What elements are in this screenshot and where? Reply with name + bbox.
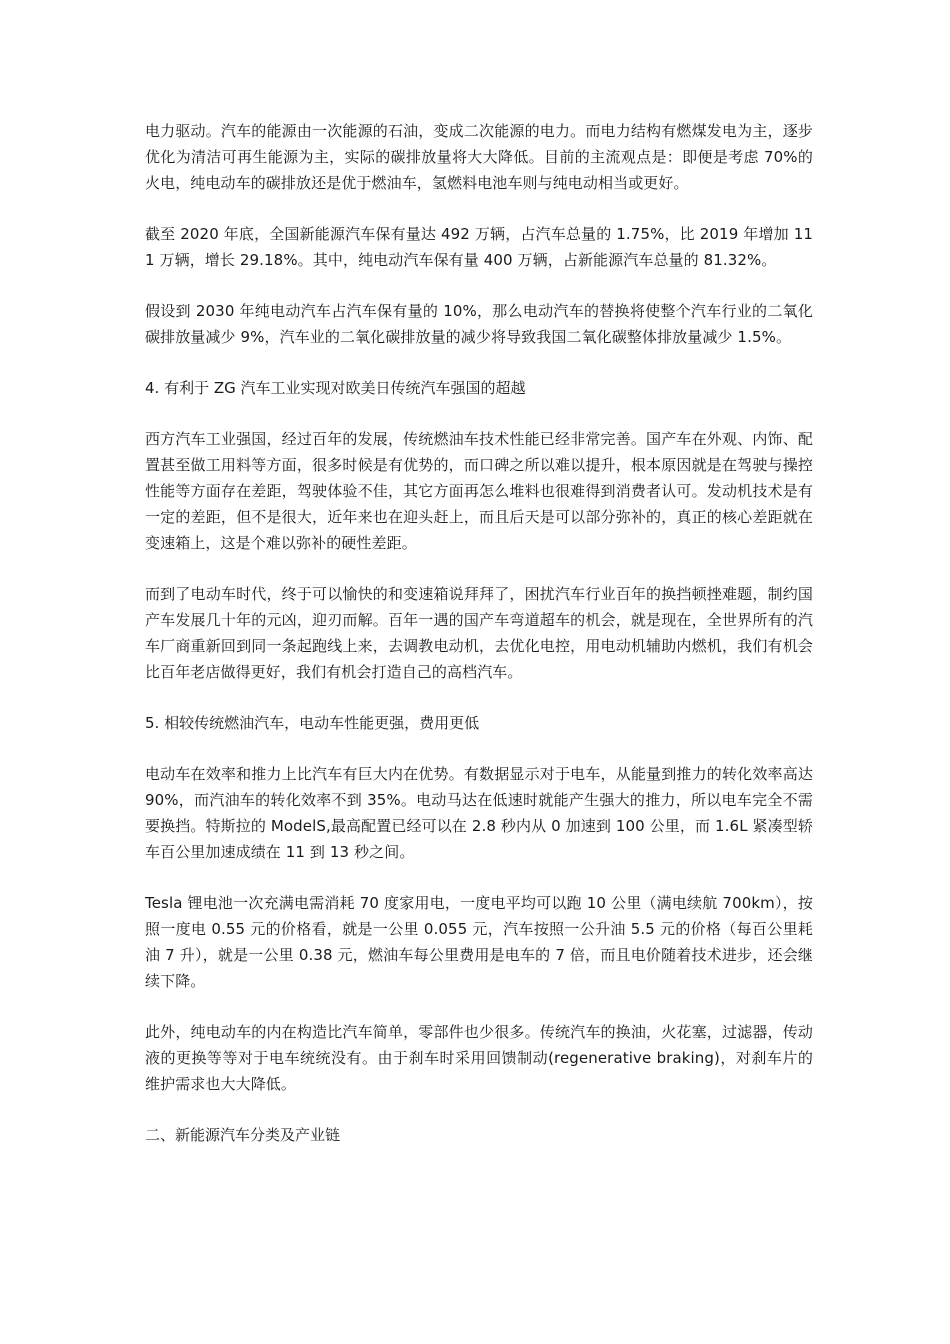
paragraph-spacer <box>145 994 813 1019</box>
paragraph-carbon-emission: 电力驱动。汽车的能源由一次能源的石油，变成二次能源的电力。而电力结构有燃煤发电为主，逐步优化为清洁可再生能源为主，实际的碳排放量将大大降低。目前的主流观点是：即便是考虑 70%的火电，纯电动车的碳排放还是优于燃油车，氢燃料电池车则与纯电动相当或更好。 <box>145 122 813 192</box>
section-heading-5: 5. 相较传统燃油汽车，电动车性能更强，费用更低 <box>145 714 480 732</box>
paragraph-spacer <box>145 1097 813 1122</box>
paragraph-spacer <box>145 401 813 426</box>
paragraph-ev-era: 而到了电动车时代，终于可以愉快的和变速箱说拜拜了，困扰汽车行业百年的换挡顿挫难题，制约国产车发展几十年的元凶，迎刃而解。百年一遇的国产车弯道超车的机会，就是现在，全世界所有的汽车厂商重新回到同一条起跑线上来，去调教电动机，去优化电控，用电动机辅助内燃机，我们有机会比百年老店做得更好，我们有机会打造自己的高档汽车。 <box>145 585 813 681</box>
paragraph-spacer <box>145 865 813 890</box>
paragraph-2030-assumption: 假设到 2030 年纯电动汽车占汽车保有量的 10%，那么电动汽车的替换将使整个汽车行业的二氧化碳排放量减少 9%，汽车业的二氧化碳排放量的减少将导致我国二氧化碳整体排放量减少 1.5%。 <box>145 302 813 346</box>
paragraph-spacer <box>145 350 813 375</box>
paragraph-spacer <box>145 736 813 761</box>
paragraph-tesla-cost: Tesla 锂电池一次充满电需消耗 70 度家用电，一度电平均可以跑 10 公里（满电续航 700km），按照一度电 0.55 元的价格看，就是一公里 0.055 元，汽车按照一公升油 5.5 元的价格（每百公里耗油 7 升），就是一公里 0.38 元，燃油车每公里费用是电车的 7 倍，而且电价随着技术进步，还会继续下降。 <box>145 894 813 990</box>
paragraph-spacer <box>145 273 813 298</box>
paragraph-efficiency: 电动车在效率和推力上比汽车有巨大内在优势。有数据显示对于电车，从能量到推力的转化效率高达 90%，而汽油车的转化效率不到 35%。电动马达在低速时就能产生强大的推力，所以电车完全不需要换挡。特斯拉的 ModelS,最高配置已经可以在 2.8 秒内从 0 加速到 100 公里，而 1.6L 紧凑型轿车百公里加速成绩在 11 到 13 秒之间。 <box>145 765 813 861</box>
document-body <box>145 118 813 1148</box>
paragraph-ev-ownership-stats: 截至 2020 年底，全国新能源汽车保有量达 492 万辆，占汽车总量的 1.75%，比 2019 年增加 111 万辆，增长 29.18%。其中，纯电动汽车保有量 400 万辆，占新能源汽车总量的 81.32%。 <box>145 225 813 269</box>
paragraph-spacer <box>145 685 813 710</box>
paragraph-spacer <box>145 196 813 221</box>
paragraph-spacer <box>145 556 813 581</box>
paragraph-western-auto-industry: 西方汽车工业强国，经过百年的发展，传统燃油车技术性能已经非常完善。国产车在外观、内饰、配置甚至做工用料等方面，很多时候是有优势的，而口碑之所以难以提升，根本原因就是在驾驶与操控性能等方面存在差距，驾驶体验不佳，其它方面再怎么堆料也很难得到消费者认可。发动机技术是有一定的差距，但不是很大，近年来也在迎头赶上，而且后天是可以部分弥补的，真正的核心差距就在变速箱上，这是个难以弥补的硬性差距。 <box>145 430 813 552</box>
chapter-heading-2: 二、新能源汽车分类及产业链 <box>145 1126 341 1144</box>
section-heading-4: 4. 有利于 ZG 汽车工业实现对欧美日传统汽车强国的超越 <box>145 379 526 397</box>
paragraph-maintenance: 此外，纯电动车的内在构造比汽车简单，零部件也少很多。传统汽车的换油，火花塞，过滤器，传动液的更换等等对于电车统统没有。由于刹车时采用回馈制动(regenerative braking)，对刹车片的维护需求也大大降低。 <box>145 1023 813 1093</box>
